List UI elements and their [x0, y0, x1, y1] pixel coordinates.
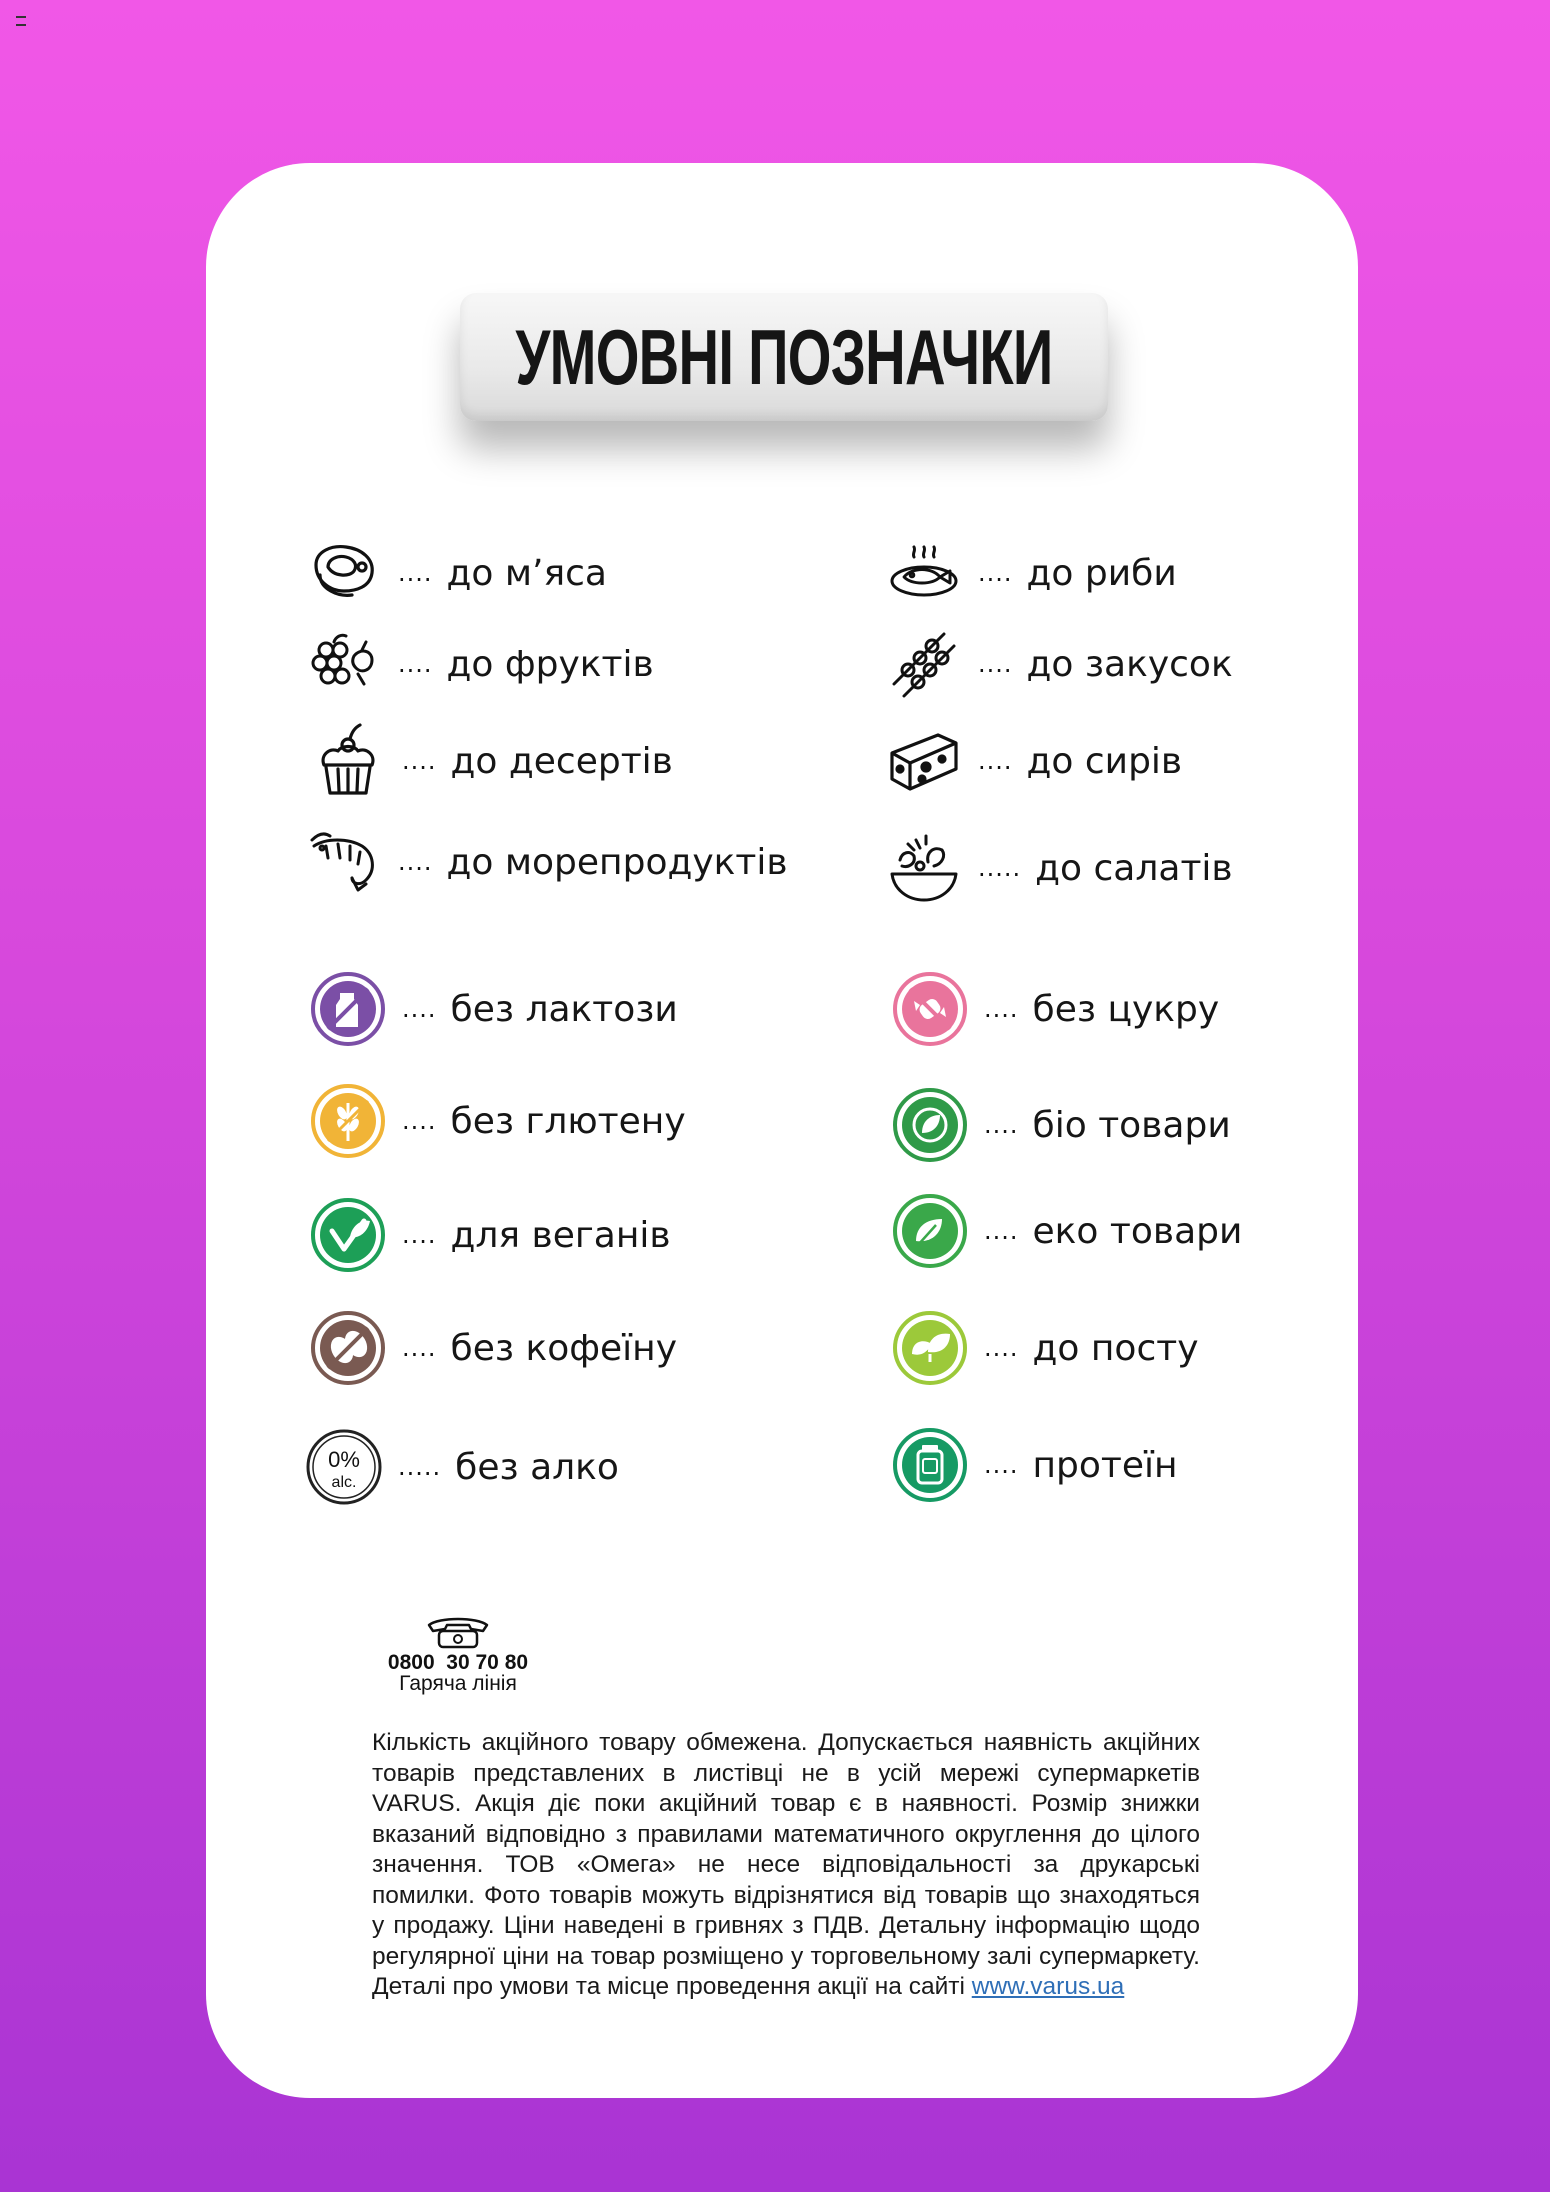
protein-jar-icon — [892, 1427, 968, 1503]
legend-item-bio — [892, 1080, 1231, 1170]
leader-dots: ..... — [398, 1453, 442, 1481]
legend-item-no-gluten — [310, 1076, 686, 1166]
legend-item-seafood — [306, 817, 788, 907]
eco-leaf-icon — [892, 1193, 968, 1269]
legend-item-lent — [892, 1303, 1199, 1393]
leader-dots: .... — [984, 1451, 1019, 1479]
varus-site-link[interactable]: www.varus.ua — [971, 1973, 1125, 2000]
legend-label: до морепродуктів — [446, 841, 788, 883]
legend-item-eco — [892, 1186, 1242, 1276]
corner-mark — [16, 16, 26, 26]
hotline-number: 0800 30 70 80 — [387, 1651, 529, 1674]
no-sugar-icon — [892, 971, 968, 1047]
legend-label: до риби — [1026, 552, 1177, 594]
salad-bowl-icon — [886, 830, 962, 906]
no-gluten-icon — [310, 1083, 386, 1159]
legend-item-fish — [886, 528, 1177, 618]
legend-item-no-caffeine — [310, 1303, 677, 1393]
shrimp-icon — [306, 824, 382, 900]
leader-dots: .... — [402, 747, 437, 775]
legend-item-meat — [306, 528, 607, 618]
legend-label: без глютену — [450, 1100, 686, 1142]
leader-dots: .... — [402, 1107, 437, 1135]
alco-percent: 0% — [328, 1447, 360, 1472]
steak-icon — [306, 535, 382, 611]
no-alcohol-icon — [306, 1429, 382, 1505]
leader-dots: .... — [984, 1111, 1019, 1139]
page-title: УМОВНІ ПОЗНАЧКИ — [515, 312, 1053, 401]
legend-label: без алко — [455, 1446, 619, 1488]
legend-label: до салатів — [1035, 847, 1233, 889]
phone-icon — [425, 1615, 491, 1649]
legend-item-vegan — [310, 1190, 671, 1280]
legend-label: протеїн — [1032, 1444, 1178, 1486]
legend-item-fruits — [306, 619, 654, 709]
legend-label: до посту — [1032, 1327, 1199, 1369]
legend-label: біо товари — [1032, 1104, 1231, 1146]
hotline-label: Гаряча лінія — [399, 1672, 517, 1695]
legend-card — [206, 163, 1358, 2098]
legend-label: до десертів — [450, 740, 673, 782]
legend-label: без лактози — [450, 988, 678, 1030]
leader-dots: .... — [978, 650, 1013, 678]
leader-dots: .... — [402, 1221, 437, 1249]
disclaimer-text — [372, 1728, 1200, 2003]
cheese-icon — [886, 723, 962, 799]
legend-item-salads — [886, 823, 1233, 913]
cupcake-icon — [310, 723, 386, 799]
legend-label: еко товари — [1032, 1210, 1243, 1252]
vegan-icon — [310, 1197, 386, 1273]
legend-item-protein — [892, 1420, 1178, 1510]
legend-item-desserts — [310, 716, 673, 806]
legend-label: для веганів — [450, 1214, 671, 1256]
leader-dots: .... — [984, 1334, 1019, 1362]
lent-leaf-icon — [892, 1310, 968, 1386]
skewers-icon — [886, 626, 962, 702]
legend-label: до закусок — [1026, 643, 1233, 685]
legend-item-no-alcohol — [306, 1422, 619, 1512]
legend-item-no-lactose — [310, 964, 678, 1054]
legend-item-no-sugar — [892, 964, 1219, 1054]
title-plate — [460, 293, 1108, 421]
leader-dots: .... — [402, 995, 437, 1023]
leader-dots: .... — [398, 848, 433, 876]
legend-label: до сирів — [1026, 740, 1183, 782]
leader-dots: .... — [978, 559, 1013, 587]
fish-plate-icon — [886, 535, 962, 611]
disclaimer-body: Кількість акційного товару обмежена. Допускається наявність акційних товарів представлених в листівці не в усій мережі супермаркетів VARUS. Акція діє поки акційний товар є в наявності. Розмір знижки вказаний відповідно з правилами математичного округлення до цілого значення. ТОВ «Омега» не несе відповідальності за друкарські помилки. Фото товарів можуть відрізнятися від товарів що знаходяться у продажу. Ціни наведені в гривнях з ПДВ. Детальну інформацію щодо регулярної ціни на товар розміщено у торговельному залі супермаркету. Деталі про умови та місце проведення акції на сайті — [372, 1729, 1200, 2000]
leader-dots: ..... — [978, 854, 1022, 882]
leader-dots: .... — [978, 747, 1013, 775]
leader-dots: .... — [984, 995, 1019, 1023]
leader-dots: .... — [984, 1217, 1019, 1245]
leader-dots: .... — [398, 650, 433, 678]
legend-label: до м’яса — [446, 552, 607, 594]
legend-label: без кофеїну — [450, 1327, 677, 1369]
legend-label: без цукру — [1032, 988, 1220, 1030]
no-lactose-icon — [310, 971, 386, 1047]
bio-leaf-icon — [892, 1087, 968, 1163]
hotline-block — [373, 1615, 543, 1695]
legend-label: до фруктів — [446, 643, 654, 685]
alco-unit: alc. — [331, 1474, 357, 1491]
legend-item-cheese — [886, 716, 1182, 806]
leader-dots: .... — [398, 559, 433, 587]
grapes-icon — [306, 626, 382, 702]
legend-item-snacks — [886, 619, 1233, 709]
leader-dots: .... — [402, 1334, 437, 1362]
no-caffeine-icon — [310, 1310, 386, 1386]
